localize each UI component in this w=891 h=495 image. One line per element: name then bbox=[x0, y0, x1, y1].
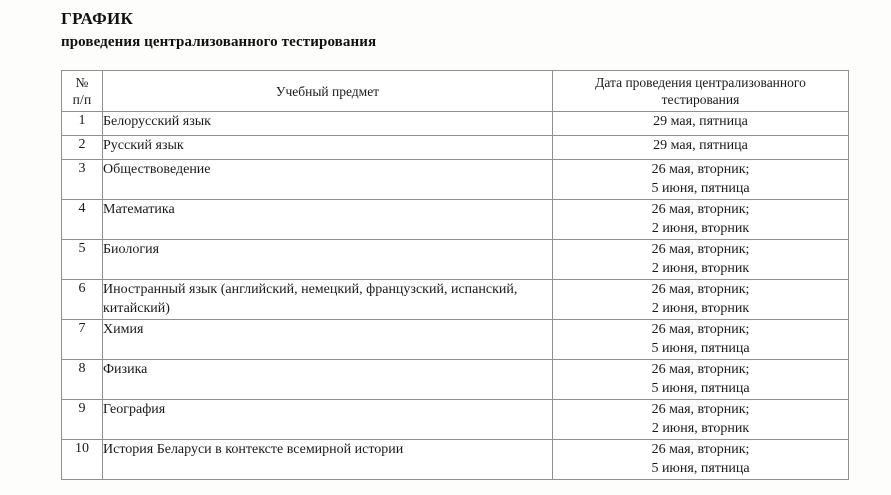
table-row bbox=[62, 280, 849, 320]
row-date-line2: 5 июня, пятница bbox=[651, 181, 750, 196]
page-title: ГРАФИК bbox=[61, 9, 134, 28]
table-row bbox=[62, 112, 849, 136]
row-number: 2 bbox=[62, 136, 103, 160]
table-header bbox=[62, 71, 849, 112]
row-date bbox=[553, 280, 849, 320]
row-date-line2: 5 июня, пятница bbox=[651, 381, 750, 396]
row-number: 5 bbox=[62, 240, 103, 280]
table-row bbox=[62, 136, 849, 160]
row-number: 8 bbox=[62, 360, 103, 400]
row-date-line1: 29 мая, пятница bbox=[653, 114, 748, 129]
column-header-number bbox=[62, 71, 103, 112]
row-date-line2: 5 июня, пятница bbox=[651, 461, 750, 476]
row-subject: Русский язык bbox=[103, 136, 553, 160]
column-header-number-line1: № bbox=[75, 75, 89, 90]
column-header-number-line2: п/п bbox=[72, 92, 92, 107]
row-date-line1: 26 мая, вторник; bbox=[651, 402, 750, 417]
row-subject: Химия bbox=[103, 320, 553, 360]
document-title-block bbox=[61, 8, 761, 52]
row-date-line1: 26 мая, вторник; bbox=[651, 202, 750, 217]
row-date-line2: 2 июня, вторник bbox=[651, 421, 750, 436]
page-subtitle: проведения централизованного тестирования bbox=[61, 34, 377, 50]
testing-schedule-table bbox=[61, 70, 849, 480]
row-date-line2: 2 июня, вторник bbox=[651, 301, 750, 316]
row-number: 10 bbox=[62, 440, 103, 480]
row-subject: Иностранный язык (английский, немецкий, французский, испанский, китайский) bbox=[103, 280, 553, 320]
column-header-date: Дата проведения централизованного тестирования bbox=[553, 71, 849, 112]
row-date-line2: 2 июня, вторник bbox=[651, 261, 750, 276]
table-body bbox=[62, 112, 849, 480]
row-date-line2: 2 июня, вторник bbox=[651, 221, 750, 236]
row-date bbox=[553, 320, 849, 360]
row-date-line1: 26 мая, вторник; bbox=[651, 282, 750, 297]
row-subject: Физика bbox=[103, 360, 553, 400]
row-date-line1: 26 мая, вторник; bbox=[651, 242, 750, 257]
row-date bbox=[553, 440, 849, 480]
row-date bbox=[553, 112, 849, 136]
row-date bbox=[553, 360, 849, 400]
row-number: 7 bbox=[62, 320, 103, 360]
row-subject: История Беларуси в контексте всемирной истории bbox=[103, 440, 553, 480]
row-number: 9 bbox=[62, 400, 103, 440]
row-number: 3 bbox=[62, 160, 103, 200]
row-number: 4 bbox=[62, 200, 103, 240]
row-number: 6 bbox=[62, 280, 103, 320]
row-date bbox=[553, 400, 849, 440]
row-subject: География bbox=[103, 400, 553, 440]
table-row bbox=[62, 160, 849, 200]
row-date-line1: 26 мая, вторник; bbox=[651, 442, 750, 457]
row-subject: Математика bbox=[103, 200, 553, 240]
row-subject: Белорусский язык bbox=[103, 112, 553, 136]
table-row bbox=[62, 400, 849, 440]
row-number: 1 bbox=[62, 112, 103, 136]
table-header-row bbox=[62, 71, 849, 112]
row-date bbox=[553, 136, 849, 160]
row-date-line1: 26 мая, вторник; bbox=[651, 362, 750, 377]
column-header-subject: Учебный предмет bbox=[103, 71, 553, 112]
row-date-line1: 26 мая, вторник; bbox=[651, 162, 750, 177]
table-row bbox=[62, 240, 849, 280]
row-date-line2: 5 июня, пятница bbox=[651, 341, 750, 356]
row-date-line1: 29 мая, пятница bbox=[653, 138, 748, 153]
row-subject: Биология bbox=[103, 240, 553, 280]
table-row bbox=[62, 320, 849, 360]
row-subject: Обществоведение bbox=[103, 160, 553, 200]
row-date-line1: 26 мая, вторник; bbox=[651, 322, 750, 337]
table-row bbox=[62, 200, 849, 240]
table-row bbox=[62, 360, 849, 400]
row-date bbox=[553, 240, 849, 280]
row-date bbox=[553, 160, 849, 200]
row-date bbox=[553, 200, 849, 240]
table-row bbox=[62, 440, 849, 480]
